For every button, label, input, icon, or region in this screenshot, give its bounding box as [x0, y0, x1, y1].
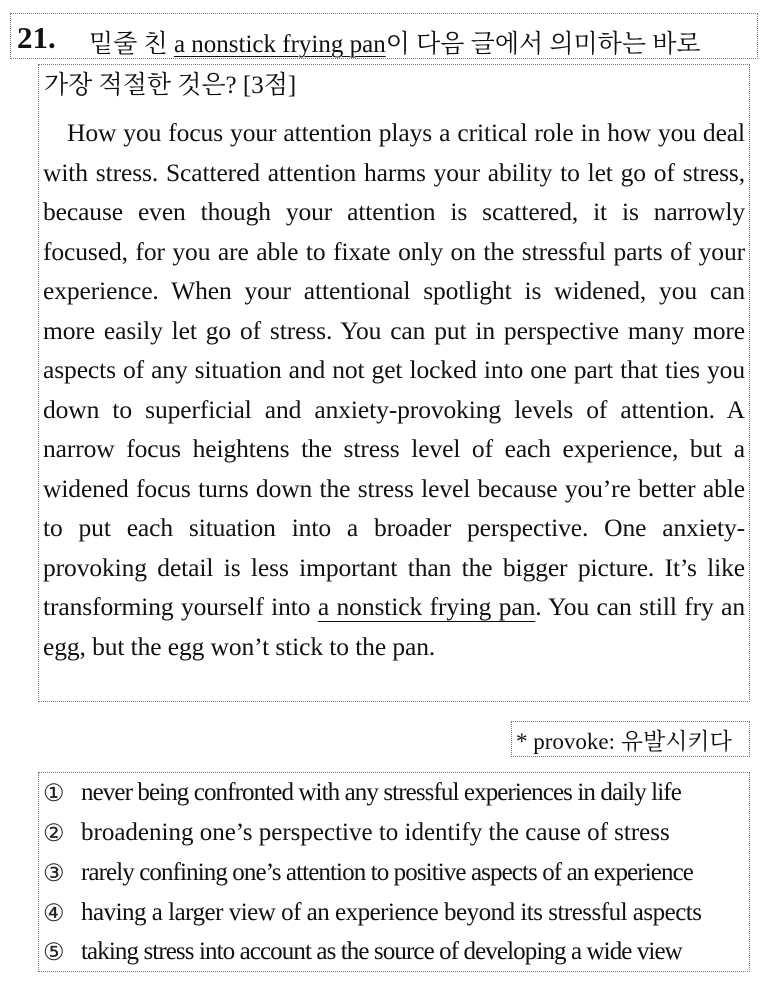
choice-1[interactable]	[43, 774, 747, 812]
question-number: 21.	[17, 20, 56, 55]
question-prompt	[89, 24, 701, 60]
choice-number: ③	[43, 860, 65, 887]
passage-text-before: How you focus your attention plays a critical role in how you deal with stress. Scattered attention harms your ability to let go of stress, because even though your attention is scattered, it is narrowly focused, for you are able to fixate only on the stressful parts of your experience. When your attentional spotlight is widened, you can more easily let go of stress. You can put in perspective many more aspects of any situation and not get locked into one part that ties you down to superficial and anxiety-provoking levels of attention. A narrow focus heightens the stress level of each experience, but a widened focus turns down the stress level because you’re better able to put each situation into a broader perspective. One anxiety-provoking detail is less important than the bigger picture. It’s like transforming yourself into	[43, 118, 745, 621]
choice-text: never being confronted with any stressful experiences in daily life	[81, 779, 681, 806]
choice-number: ⑤	[43, 939, 65, 966]
choice-number: ④	[43, 900, 65, 927]
prompt-underlined-phrase: a nonstick frying pan	[173, 31, 386, 58]
passage-underlined-phrase: a nonstick frying pan	[317, 592, 536, 621]
choice-2[interactable]	[43, 814, 747, 852]
choice-text: taking stress into account as the source of developing a wide view	[81, 938, 682, 965]
choice-number: ②	[43, 820, 65, 847]
passage-text	[43, 113, 745, 666]
prompt-prefix: 밑줄 친	[89, 31, 174, 58]
footnote: * provoke: 유발시키다	[511, 721, 750, 757]
choice-text: broadening one’s perspective to identify the cause of stress	[81, 819, 670, 846]
choice-number: ①	[43, 780, 65, 807]
question-header	[10, 13, 758, 59]
passage-box	[38, 64, 750, 702]
choice-text: having a larger view of an experience beyond its stressful aspects	[81, 899, 702, 926]
choice-5[interactable]	[43, 933, 747, 971]
question-prompt-line2: 가장 적절한 것은? [3점]	[44, 72, 297, 99]
choice-4[interactable]	[43, 894, 747, 932]
choice-3[interactable]	[43, 854, 747, 892]
prompt-suffix: 이 다음 글에서 의미하는 바로	[385, 31, 701, 58]
choice-text: rarely confining one’s attention to positive aspects of an experience	[81, 859, 693, 886]
passage-text-after: . You can still fry an egg, but the egg won’t stick to the pan.	[43, 592, 745, 661]
answer-choices	[38, 772, 750, 972]
